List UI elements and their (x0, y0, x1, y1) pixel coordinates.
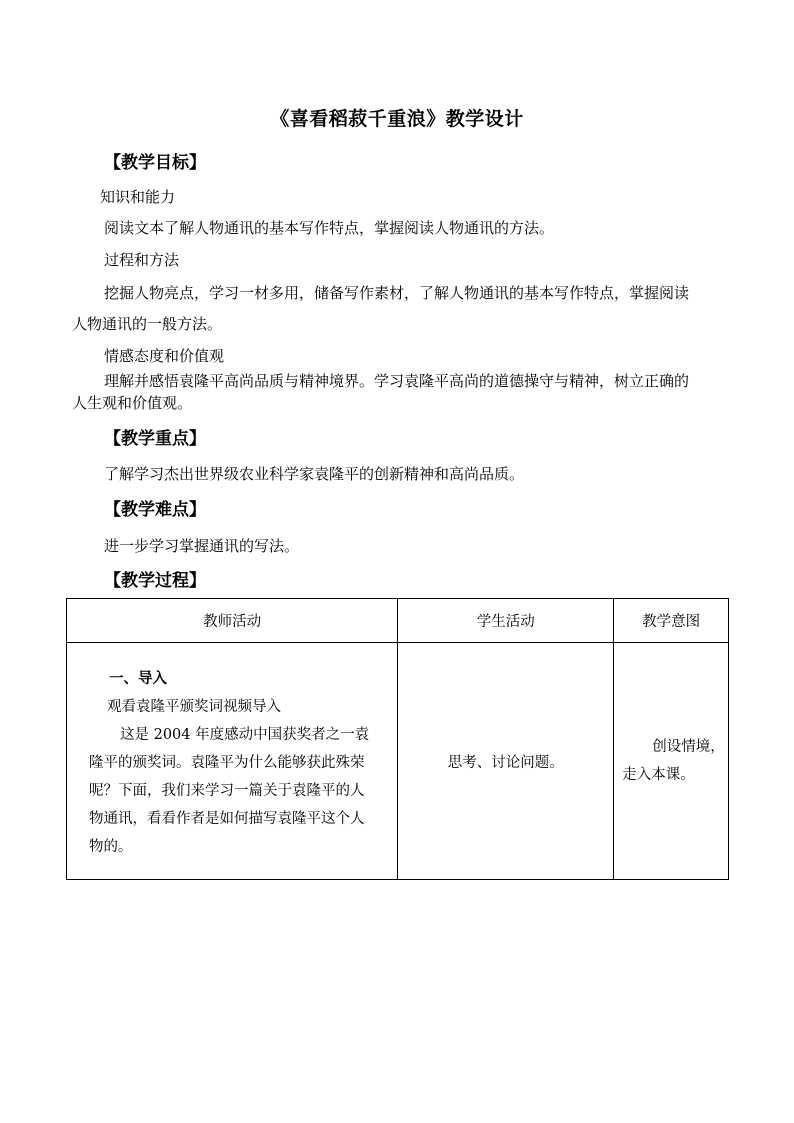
teacher-line: 物通讯，看看作者是如何描写袁隆平这个人 (89, 811, 365, 827)
teacher-activity-cell (67, 643, 398, 880)
procedure-heading: 【教学过程】 (104, 571, 206, 591)
knowledge-text: 阅读文本了解人物通讯的基本写作特点，掌握阅读人物通讯的方法。 (104, 219, 555, 237)
teaching-process-table (66, 598, 729, 880)
teacher-line: 物的。 (89, 839, 133, 855)
teacher-line: 呢？下面，我们来学习一篇关于袁隆平的人 (89, 783, 365, 799)
table-header-row (67, 599, 729, 643)
emotion-text-line-2: 人生观和价值观。 (72, 394, 193, 412)
teacher-line: 隆平的颁奖词。袁隆平为什么能够获此殊荣 (89, 755, 365, 771)
process-label: 过程和方法 (104, 251, 180, 269)
process-text-line-2: 人物通讯的一般方法。 (72, 315, 223, 333)
emotion-text-line-1: 理解并感悟袁隆平高尚品质与精神境界。学习袁隆平高尚的道德操守与精神，树立正确的 (104, 372, 690, 390)
process-text-line-1: 挖掘人物亮点，学习一材多用，储备写作素材，了解人物通讯的基本写作特点，掌握阅读 (104, 284, 690, 302)
document-title: 《喜看稻菽千重浪》教学设计 (270, 108, 524, 130)
teacher-line: 观看袁隆平颁奖词视频导入 (107, 699, 281, 715)
teacher-section-heading: 一、导入 (109, 670, 167, 687)
difficulties-heading: 【教学难点】 (104, 500, 206, 520)
teaching-intent-cell (614, 643, 729, 880)
teacher-line: 这是 2004 年度感动中国获奖者之一袁 (120, 727, 370, 743)
table-row (67, 643, 729, 880)
key-points-text: 了解学习杰出世界级农业科学家袁隆平的创新精神和高尚品质。 (104, 465, 525, 483)
knowledge-label: 知识和能力 (100, 188, 176, 206)
difficulties-text: 进一步学习掌握通讯的写法。 (104, 537, 300, 555)
header-teaching-intent: 教学意图 (614, 599, 729, 643)
header-teacher-activity: 教师活动 (67, 599, 398, 643)
key-points-heading: 【教学重点】 (104, 429, 206, 449)
objectives-heading: 【教学目标】 (104, 153, 206, 173)
student-activity-cell: 思考、讨论问题。 (398, 643, 614, 880)
header-student-activity: 学生活动 (398, 599, 614, 643)
emotion-label: 情感态度和价值观 (104, 347, 225, 365)
intent-line: 走入本课。 (622, 767, 695, 783)
intent-line: 创设情境， (652, 739, 725, 755)
